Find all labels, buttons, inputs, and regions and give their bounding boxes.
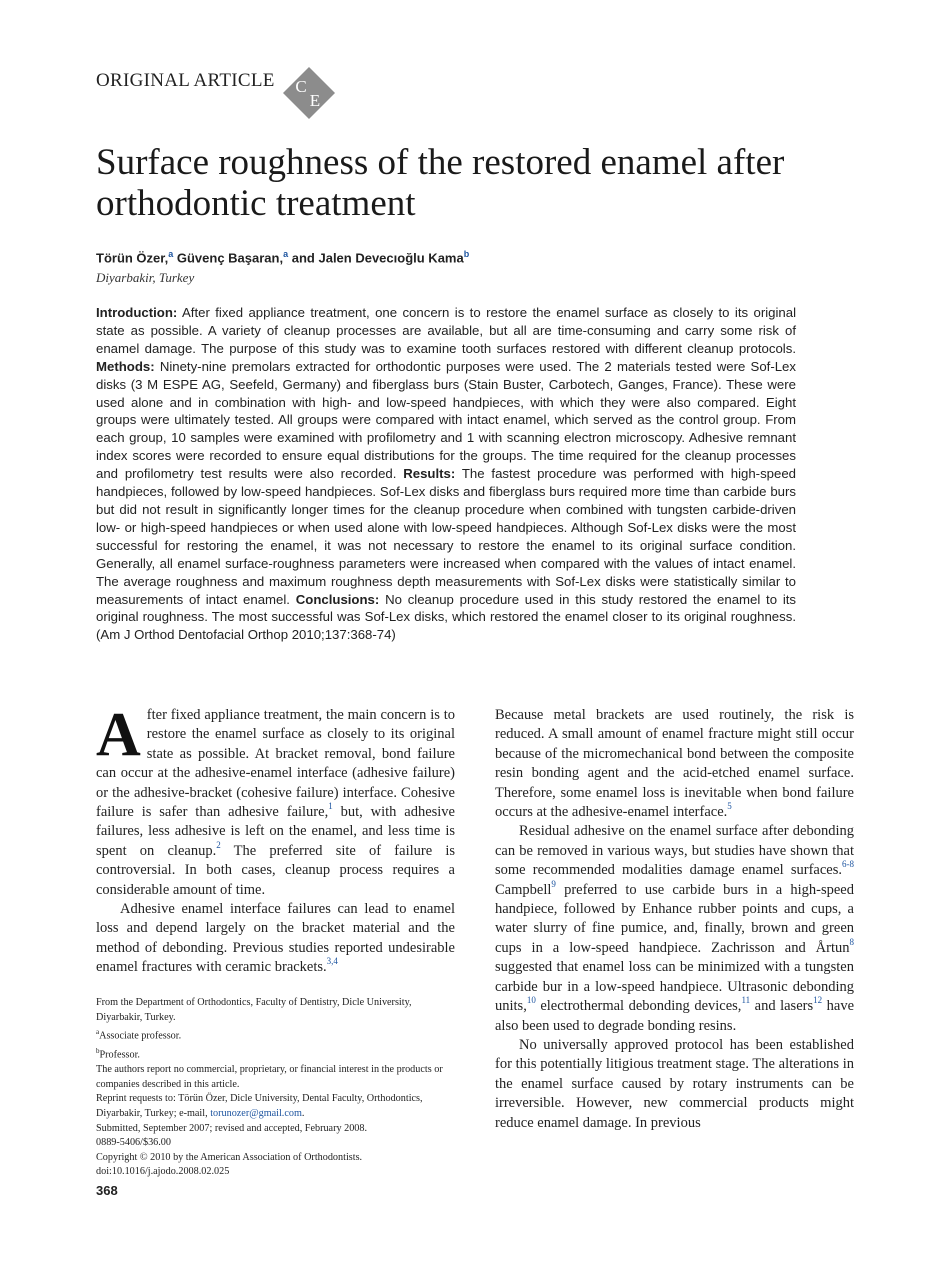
- citation-link[interactable]: 10: [526, 995, 536, 1006]
- author-list: [96, 249, 469, 265]
- page-number: 368: [96, 1183, 118, 1198]
- paragraph-text: Residual adhesive on the enamel surface after debonding can be removed in various ways, but studies have shown that some recommended modalities damage enamel surfaces.: [495, 823, 854, 879]
- footnote-reprint: [96, 1092, 458, 1121]
- footnote-submitted: Submitted, September 2007; revised and accepted, February 2008.: [96, 1122, 368, 1134]
- affiliation-mark: a: [96, 1028, 100, 1037]
- abstract-conclusions-label: Conclusions:: [295, 591, 380, 607]
- footnote-department: From the Department of Orthodontics, Faculty of Dentistry, Dicle University, Diyarbakir, Turkey.: [96, 997, 412, 1023]
- abstract-methods-text: Ninety-nine premolars extracted for orthodontic purposes were used. The 2 materials tested were Sof-Lex disks (3 M ESPE AG, Seefeld, Germany) and fiberglass burs (Stain Buster, Carbotech, Ganges, France). These were used alone and in combination with high- and low-speed handpieces, with which they were also compared. Eight groups were ultimately tested. All groups were compared with intact enamel, which served as the control group. From each group, 10 samples were examined with profilometry and 1 with scanning electron microscopy. Adhesive remnant index scores were recorded to ensure equal distributions for the groups. The time required for the cleanup processes and profilometry test results were also recorded.: [96, 358, 796, 482]
- ce-letter-e: E: [309, 91, 321, 110]
- body-paragraph: [96, 900, 455, 978]
- paragraph-text: Because metal brackets are used routinely, the risk is reduced. A small amount of enamel fracture might still occur because of the micromechanical bond between the composite resin bonding agent and the acid-etched enamel surface. Therefore, some enamel loss is inevitable when bond failure occurs at the adhesive-enamel interface.: [495, 707, 854, 821]
- body-paragraph: [495, 706, 854, 822]
- author-location: Diyarbakir, Turkey: [96, 270, 195, 285]
- body-column-right: [495, 706, 854, 1133]
- footnote-affiliation-a: [96, 1025, 458, 1044]
- paragraph-text: electrothermal debonding devices,: [535, 998, 742, 1015]
- citation-link[interactable]: 6-8: [842, 859, 854, 870]
- paragraph-text: have also been used to degrade bonding resins.: [495, 998, 854, 1034]
- citation-link[interactable]: 11: [741, 995, 751, 1006]
- paragraph-text: but, with adhesive failures, less adhesive is left on the enamel, and less time is spent on cleanup.: [96, 804, 455, 859]
- affiliation-mark: b: [96, 1047, 100, 1056]
- footnote-text: Professor.: [99, 1049, 140, 1061]
- paragraph-text: Adhesive enamel interface failures can lead to enamel loss and depend largely on the bracket material and the method of debonding. Previous studies reported undesirable enamel fractures with ceramic brackets.: [96, 901, 455, 976]
- paragraph-text: fter fixed appliance treatment, the main concern is to restore the enamel surface as closely to its original state as possible. At bracket removal, bond failure can occur at the adhesive-enamel interface (adhesive failure) or the adhesive-bracket (cohesive failure) interface. Cohesive failure is safer than adhesive failure,: [96, 707, 455, 821]
- email-link[interactable]: torunozer@gmail.com: [210, 1107, 302, 1119]
- paragraph-text: and lasers: [750, 998, 814, 1015]
- ce-letter-c: C: [295, 77, 307, 96]
- drop-cap: A: [96, 701, 141, 769]
- author-name: Törün Özer,: [96, 250, 169, 266]
- footnotes: [96, 996, 458, 1180]
- article-title: Surface roughness of the restored enamel after orthodontic treatment: [96, 142, 785, 224]
- citation-link[interactable]: 2: [216, 839, 221, 850]
- abstract-intro-text: After fixed appliance treatment, one concern is to restore the enamel surface as closely to its original state as possible. A variety of cleanup processes are available, but all are time-consuming and carry some risk of enamel damage. The purpose of this study was to examine tooth surfaces restored with different cleanup protocols.: [96, 305, 796, 356]
- abstract-results-text: The fastest procedure was performed with high-speed handpieces, followed by low-speed handpieces. Sof-Lex disks and fiberglass burs required more time than carbide burs but did not result in significantly longer times for the cleanup procedure when combined with tungsten carbide-driven low- or high-speed handpieces or when used alone with low-speed handpieces. Although Sof-Lex disks were the most successful for restoring the enamel, it was not necessary to restore the enamel to its original surface condition. Generally, all enamel surface-roughness parameters were increased when compared with the values of intact enamel. The average roughness and maximum roughness depth measurements with Sof-Lex disks were statistically similar to measurements of intact enamel.: [96, 466, 796, 607]
- ce-diamond-icon: [282, 66, 336, 120]
- section-label: ORIGINAL ARTICLE: [96, 70, 275, 91]
- abstract-methods-label: Methods:: [96, 358, 155, 374]
- paragraph-text: The preferred site of failure is controversial. In both cases, cleanup process requires a considerable amount of time.: [96, 842, 456, 898]
- body-paragraph: [96, 701, 456, 900]
- footnote-text: Associate professor.: [99, 1030, 182, 1042]
- body-paragraph: [495, 822, 854, 1035]
- paragraph-text: No universally approved protocol has been established for this potentially litigious treatment stage. The alterations in the enamel surface caused by rotary instruments can be irreversible. However, new commercial products might reduce enamel damage. In previous: [495, 1036, 854, 1131]
- body-paragraph: [495, 1036, 854, 1133]
- abstract-conclusions-text: No cleanup procedure used in this study restored the enamel to its original roughness. The most successful was Sof-Lex disks, which restored the enamel closer to its original roughness. (Am J Orthod Dentofacial Orthop 2010;137:368-74): [96, 591, 797, 643]
- footnote-text: Reprint requests to: Törün Özer, Dicle University, Dental Faculty, Orthodontics, Diyarbakir, Turkey; e-mail,: [96, 1093, 423, 1119]
- footnote-doi[interactable]: doi:10.1016/j.ajodo.2008.02.025: [96, 1166, 230, 1178]
- abstract: [96, 304, 796, 644]
- affiliation-mark[interactable]: a: [168, 249, 174, 259]
- paragraph-text: suggested that enamel loss can be minimized with a tungsten carbide bur in a low-speed handpiece. Ultrasonic debonding units,: [495, 959, 854, 1015]
- citation-link[interactable]: 9: [551, 878, 556, 889]
- author-name: Jalen Devecıoğlu Kama: [318, 250, 464, 266]
- citation-link[interactable]: 12: [813, 995, 823, 1006]
- paragraph-text: Campbell: [495, 881, 552, 898]
- abstract-intro-label: Introduction:: [96, 305, 178, 320]
- affiliation-mark[interactable]: a: [283, 249, 289, 259]
- abstract-results-label: Results:: [403, 466, 456, 482]
- footnote-issn: 0889-5406/$36.00: [96, 1137, 171, 1149]
- author-name: Güvenç Başaran,: [176, 250, 284, 266]
- affiliation-mark[interactable]: b: [463, 249, 470, 259]
- citation-link[interactable]: 8: [849, 936, 854, 947]
- citation-link[interactable]: 1: [328, 801, 333, 812]
- footnote-disclosure: The authors report no commercial, proprietary, or financial interest in the products or companies described in this article.: [96, 1064, 443, 1090]
- footnote-copyright: Copyright © 2010 by the American Association of Orthodontists.: [96, 1151, 363, 1163]
- footnote-text: .: [301, 1107, 305, 1119]
- citation-link[interactable]: 3,4: [326, 956, 338, 967]
- body-column-left: [96, 701, 456, 978]
- author-joiner: and: [291, 250, 315, 266]
- citation-link[interactable]: 5: [727, 801, 732, 812]
- footnote-affiliation-b: [96, 1044, 458, 1063]
- paragraph-text: preferred to use carbide burs in a high-speed handpiece, followed by Enhance rubber points and cups, a water slurry of fine pumice, and, finally, brown and green cups in a low-speed handpiece. Zachrisson and Årtun: [495, 881, 854, 956]
- ce-logo: [282, 66, 336, 120]
